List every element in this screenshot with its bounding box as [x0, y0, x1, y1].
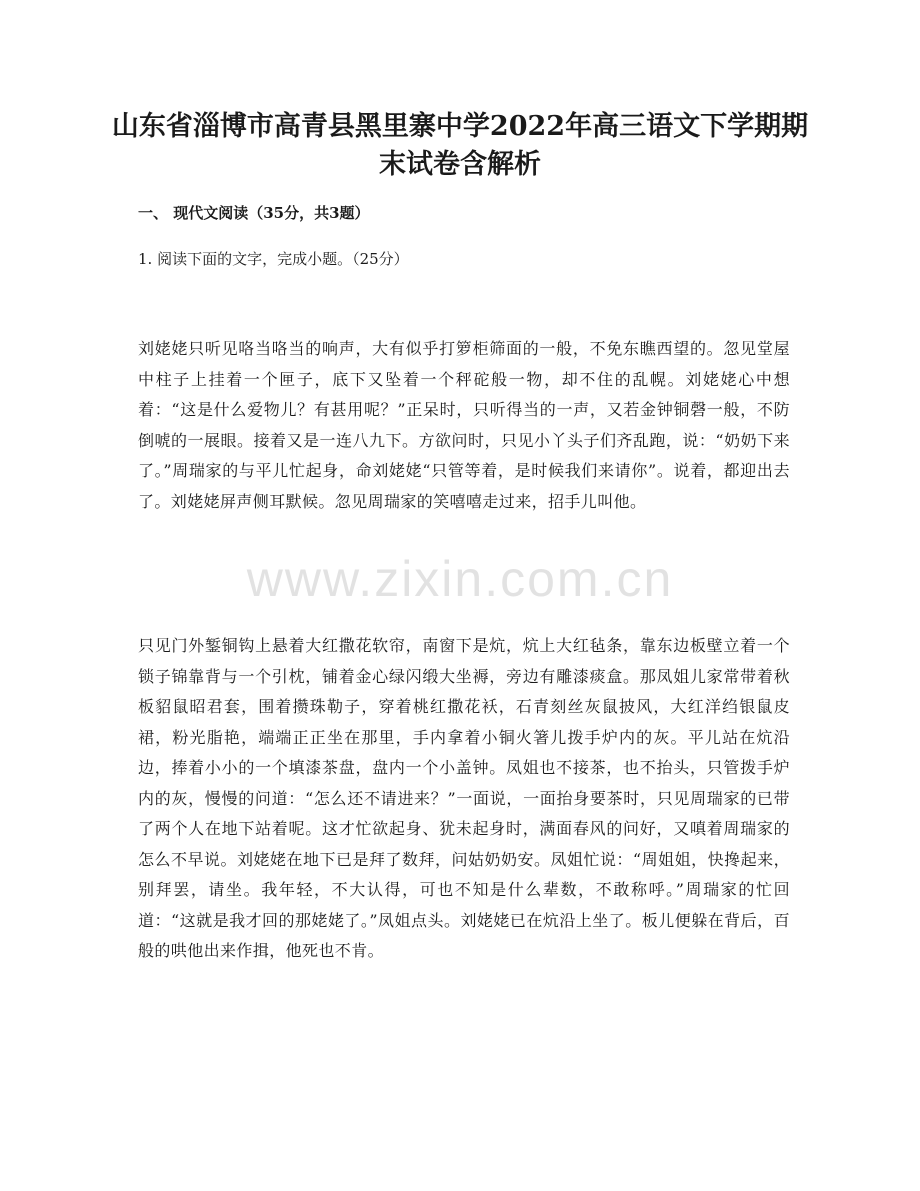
watermark: www.zixin.com.cn [246, 551, 674, 607]
reading-paragraph-2: 只见门外錾铜钩上悬着大红撒花软帘，南窗下是炕，炕上大红毡条，靠东边板壁立着一个锁子锦靠背与一个引枕，铺着金心绿闪缎大坐褥，旁边有雕漆痰盒。那凤姐儿家常带着秋板貂鼠昭君套，围着攒珠勒子，穿着桃红撒花袄，石青刻丝灰鼠披风，大红洋绉银鼠皮裙，粉光脂艳，端端正正坐在那里，手内拿着小铜火箸儿拨手炉内的灰。平儿站在炕沿边，捧着小小的一个填漆茶盘，盘内一个小盖钟。凤姐也不接茶，也不抬头，只管拨手炉内的灰，慢慢的问道：“怎么还不请进来？”一面说，一面抬身要茶时，只见周瑞家的已带了两个人在地下站着呢。这才忙欲起身、犹未起身时，满面春风的问好，又嗔着周瑞家的怎么不早说。刘姥姥在地下已是拜了数拜，问姑奶奶安。凤姐忙说：“周姐姐，快搀起来，别拜罢，请坐。我年轻，不大认得，可也不知是什么辈数，不敢称呼。”周瑞家的忙回道：“这就是我才回的那姥姥了。”凤姐点头。刘姥姥已在炕沿上坐了。板儿便躲在背后，百般的哄他出来作揖，他死也不肯。 [138, 636, 790, 960]
section-heading: 一、 现代文阅读（35分，共3题） [138, 204, 370, 222]
question-intro: 1. 阅读下面的文字，完成小题。（25分） [138, 250, 409, 268]
document-title: 山东省淄博市高青县黑里寨中学2022年高三语文下学期期末试卷含解析 [111, 111, 809, 180]
reading-paragraph-1: 刘姥姥只听见咯当咯当的响声，大有似乎打箩柜筛面的一般，不免东瞧西望的。忽见堂屋中柱子上挂着一个匣子，底下又坠着一个秤砣般一物，却不住的乱幌。刘姥姥心中想着：“这是什么爱物儿？有甚用呢？”正呆时，只听得当的一声，又若金钟铜磬一般，不防倒唬的一展眼。接着又是一连八九下。方欲问时，只见小丫头子们齐乱跑，说：“奶奶下来了。”周瑞家的与平儿忙起身，命刘姥姥“只管等着，是时候我们来请你”。说着，都迎出去了。刘姥姥屏声侧耳默候。忽见周瑞家的笑嘻嘻走过来，招手儿叫他。 [138, 339, 790, 511]
